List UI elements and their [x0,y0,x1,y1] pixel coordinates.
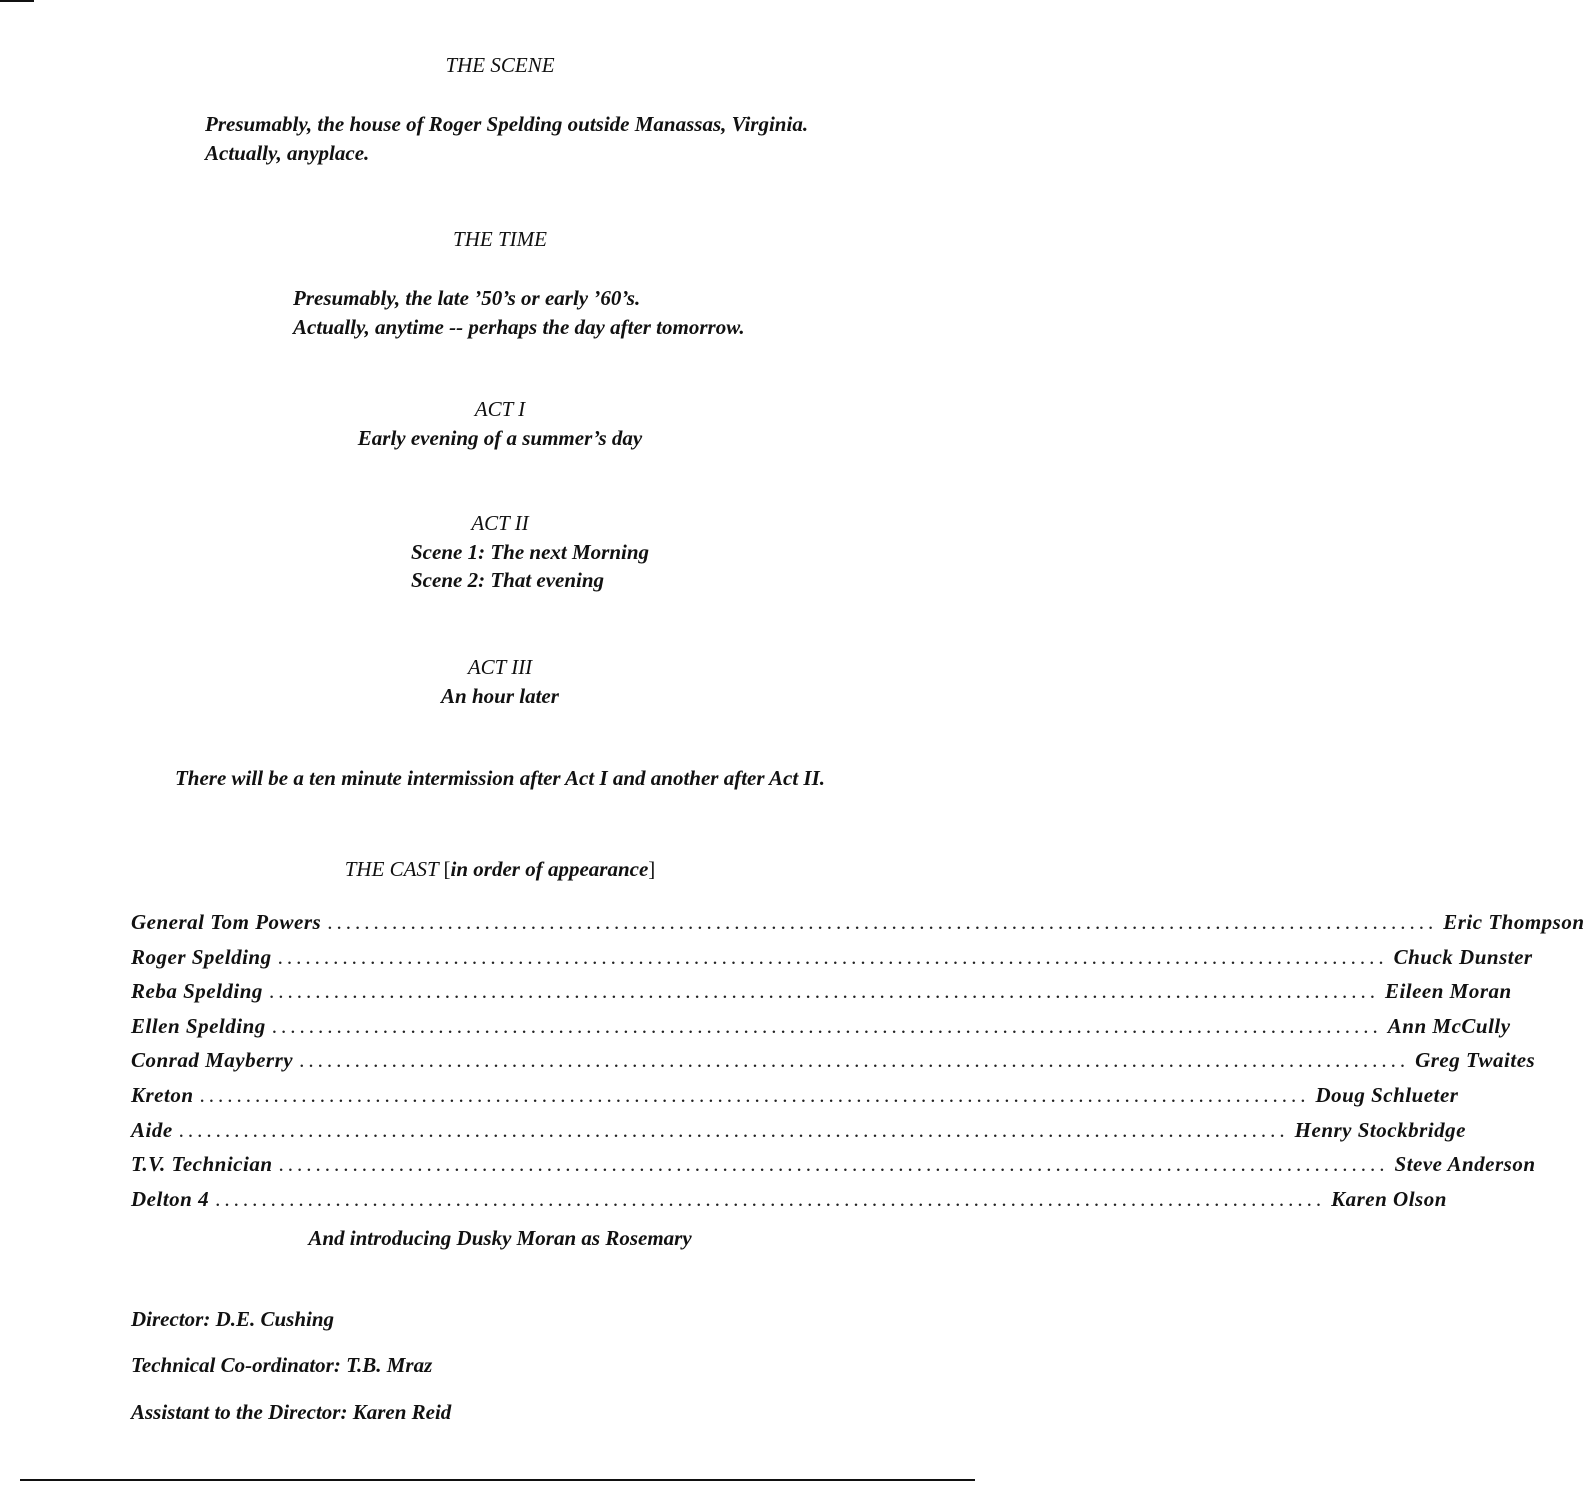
leader-dots: ........................................................................................................................ [277,944,1388,969]
cast-role: General Tom Powers [131,910,322,934]
cast-role: Conrad Mayberry [131,1048,294,1073]
assistant-credit: Assistant to the Director: Karen Reid [131,1400,452,1424]
leader-dots: ........................................................................................................................ [199,1082,1310,1107]
cast-role: T.V. Technician [131,1152,273,1177]
cast-row [131,1186,1447,1222]
leader-dots: ........................................................................................................................ [327,910,1438,934]
act2-heading: ACT II [471,511,529,535]
cast-actor: Ann McCully [1387,1013,1511,1038]
cast-heading-main: THE CAST [344,857,439,881]
cast-role: Kreton [131,1082,194,1107]
cast-heading-note: in order of appearance [450,857,649,881]
intermission-note: There will be a ten minute intermission after Act I and another after Act II. [174,766,826,790]
cast-row [131,910,1585,945]
cast-row [131,1013,1511,1049]
leader-dots: ........................................................................................................................ [268,979,1379,1004]
director-credit: Director: D.E. Cushing [131,1307,335,1331]
cast-actor: Henry Stockbridge [1294,1117,1466,1142]
cast-heading-bracket-open: [ [443,857,451,881]
scene-line-2: Actually, anyplace. [205,141,370,165]
leader-dots: ........................................................................................................................ [299,1048,1410,1073]
cast-list [131,910,1585,1221]
cast-row [131,1082,1459,1118]
cast-role: Reba Spelding [131,979,263,1004]
leader-dots: ........................................................................................................................ [178,1117,1289,1142]
cast-actor: Doug Schlueter [1315,1082,1459,1107]
introducing-line: And introducing Dusky Moran as Rosemary [308,1226,692,1250]
leader-dots: ........................................................................................................................ [271,1013,1382,1038]
bottom-rule [20,1479,975,1481]
top-rule [0,0,34,2]
scene-line-1: Presumably, the house of Roger Spelding outside Manassas, Virginia. [205,112,809,136]
cast-heading-bracket-close: ] [648,857,656,881]
cast-heading [0,855,1000,883]
time-line-2: Actually, anytime -- perhaps the day after tomorrow. [293,315,745,339]
leader-dots: ........................................................................................................................ [215,1186,1326,1211]
cast-row [131,979,1512,1014]
cast-actor: Karen Olson [1331,1186,1447,1211]
act2-scene-2: Scene 2: That evening [411,568,605,592]
act3-description: An hour later [441,684,559,708]
act2-scene-1: Scene 1: The next Morning [411,540,650,564]
act1-heading: ACT I [474,397,526,421]
cast-role: Roger Spelding [131,944,272,969]
leader-dots: ........................................................................................................................ [278,1152,1389,1177]
cast-actor: Steve Anderson [1394,1152,1536,1177]
cast-actor: Greg Twaites [1415,1048,1536,1073]
cast-row [131,944,1533,980]
cast-role: Aide [131,1117,173,1142]
cast-row [131,1117,1466,1153]
cast-actor: Eileen Moran [1384,979,1512,1004]
cast-actor: Chuck Dunster [1393,944,1533,969]
cast-role: Ellen Spelding [131,1013,266,1038]
time-line-1: Presumably, the late ’50’s or early ’60’s. [293,286,641,310]
technical-credit: Technical Co-ordinator: T.B. Mraz [131,1353,433,1377]
scene-heading: THE SCENE [445,53,555,77]
cast-actor: Eric Thompson [1443,910,1585,934]
cast-role: Delton 4 [131,1186,210,1211]
cast-row [131,1152,1536,1187]
cast-row [131,1048,1536,1083]
act3-heading: ACT III [467,655,533,679]
time-heading: THE TIME [453,227,547,251]
act1-description: Early evening of a summer’s day [357,426,643,450]
